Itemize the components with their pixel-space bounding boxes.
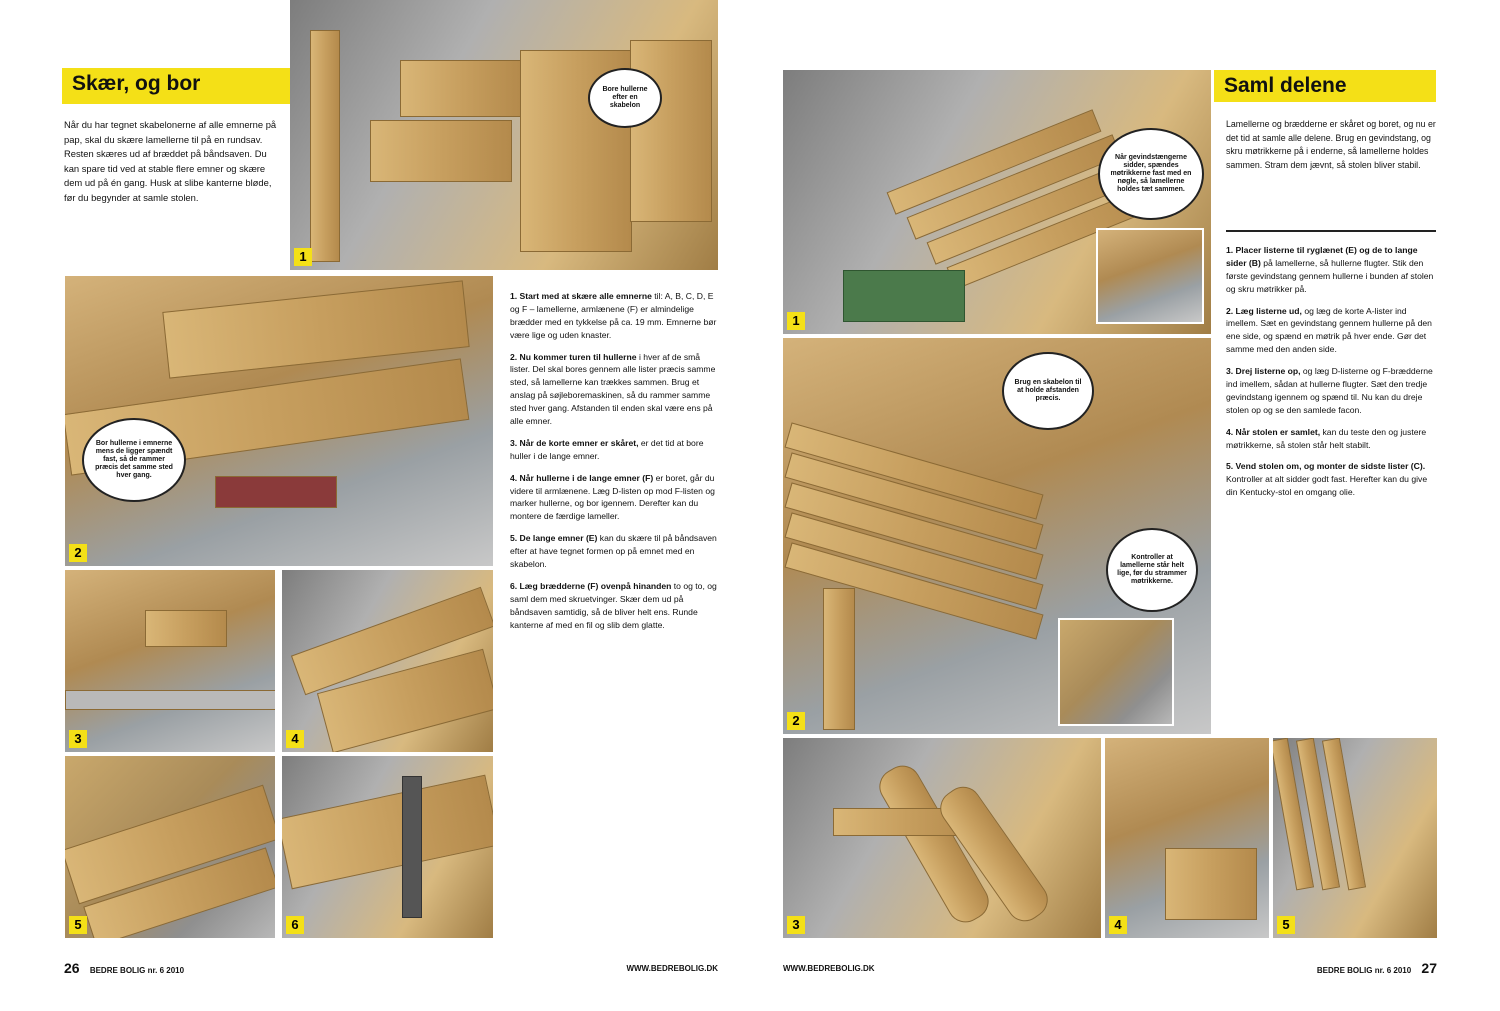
photo-step-3	[65, 570, 275, 752]
website: WWW.BEDREBOLIG.DK	[626, 964, 718, 973]
inset-photo	[1058, 618, 1174, 726]
photo-number: 1	[787, 312, 805, 330]
photo-number: 5	[69, 916, 87, 934]
step-item: 5. De lange emner (E) kan du skære til på båndsaven efter at have tegnet formen op på emnet med en skabelon.	[510, 533, 717, 570]
photo-step-4	[282, 570, 493, 752]
photo-number: 4	[1109, 916, 1127, 934]
magazine-name: BEDRE BOLIG	[89, 966, 146, 975]
photo-step-5	[65, 756, 275, 938]
step-item: 2. Nu kommer turen til hullerne i hver af de små lister. Del skal bores gennem alle lister præcis samme sted, så lamellerne kan trækkes sammen. Brug et anslag på søjleboremaskinen, så du rammer samme sted hver gang. Afstanden til enden skal være ens på alle emner.	[510, 351, 716, 427]
photo-step-6	[282, 756, 493, 938]
photo-number: 2	[787, 712, 805, 730]
step-item: 3. Drej listerne op, og læg D-listerne og F-brædderne ind imellem, sådan at hullerne flugter. Sæt den tredje gevindstang igennem og spænd til. Nu kan du dreje stolen op og se den samlede facon.	[1226, 366, 1433, 415]
callout-bubble: Bore hullerne efter en skabelon	[588, 68, 662, 128]
page-number: 26	[64, 960, 80, 976]
photo-number: 5	[1277, 916, 1295, 934]
callout-bubble: Bor hullerne i emnerne mens de ligger spændt fast, så de rammer præcis det samme sted hver gang.	[82, 418, 186, 502]
callout-bubble: Kontroller at lamellerne står helt lige, før du strammer møtrikkerne.	[1106, 528, 1198, 612]
photo-step-4	[1105, 738, 1269, 938]
step-list	[510, 290, 718, 640]
photo-step-3	[783, 738, 1101, 938]
photo-number: 2	[69, 544, 87, 562]
footer	[64, 960, 718, 976]
photo-number: 4	[286, 730, 304, 748]
page-number: 27	[1421, 960, 1437, 976]
intro-text: Lamellerne og brædderne er skåret og boret, og nu er det tid at samle alle delene. Brug en gevindstang, og skru møtrikkerne på i enderne, så lamellerne holdes sammen. Stram dem jævnt, så stolen bliver stabil.	[1226, 119, 1436, 170]
callout-bubble: Brug en skabelon til at holde afstanden præcis.	[1002, 352, 1094, 430]
step-item: 1. Placer listerne til ryglænet (E) og de to lange sider (B) på lamellerne, så hullerne flugter. Stik den første gevindstang gennem hullerne i bunden af stolen og skru møtrikker på.	[1226, 245, 1434, 294]
section-heading-cut-drill: Skær, og bor	[62, 68, 290, 104]
divider	[1226, 230, 1436, 232]
step-item: 2. Læg listerne ud, og læg de korte A-lister ind imellem. Sæt en gevindstang gennem hullerne på den ene side, og spænd en møtrik på hver ende. Gør det samme med den anden side.	[1226, 305, 1432, 355]
website: WWW.BEDREBOLIG.DK	[783, 964, 875, 973]
step-item: 4. Når hullerne i de lange emner (F) er boret, går du videre til armlænene. Læg D-listen op mod F-listen og marker hullerne, og bor igennem. Derefter kan du montere de færdige lameller.	[510, 472, 715, 522]
photo-number: 1	[294, 248, 312, 266]
photo-step-5	[1273, 738, 1437, 938]
inset-photo	[1096, 228, 1204, 324]
issue: nr. 6 2010	[147, 966, 185, 975]
section-heading-assemble: Saml delene	[1214, 70, 1436, 102]
magazine-name: BEDRE BOLIG	[1316, 966, 1373, 975]
step-item: 1. Start med at skære alle emnerne til: A, B, C, D, E og F – lamellerne, armlænene (F) er almindelige brædder med en tykkelse på ca. 19 mm. Emnerne bør være lige og uden knaster.	[510, 291, 717, 340]
photo-number: 3	[787, 916, 805, 934]
photo-number: 6	[286, 916, 304, 934]
issue: nr. 6 2010	[1374, 966, 1412, 975]
step-list	[1226, 244, 1436, 508]
photo-step-1	[290, 0, 718, 270]
callout-bubble: Når gevindstængerne sidder, spændes møtrikkerne fast med en nøgle, så lamellerne holdes tæt sammen.	[1098, 128, 1204, 220]
intro-text: Når du har tegnet skabelonerne af alle emnerne på pap, skal du skære lamellerne til på en rundsav. Resten skæres ud af bræddet på båndsaven. Du kan spare tid ved at stable flere emner og skære dem ud på én gang. Husk at slibe kanterne bløde, før du begynder at samle stolen.	[64, 119, 277, 203]
step-item: 3. Når de korte emner er skåret, er det tid at bore huller i de lange emner.	[510, 437, 704, 461]
photo-number: 3	[69, 730, 87, 748]
right-page	[750, 0, 1500, 1011]
step-item: 6. Læg brædderne (F) ovenpå hinanden to og to, og saml dem med skruetvinger. Skær dem ud på båndsaven samtidig, så de bliver helt ens. Runde kanterne af med en fil og slib dem glatte.	[510, 580, 717, 630]
step-item: 5. Vend stolen om, og monter de sidste lister (C). Kontroller at alt sidder godt fast. Herefter kan du give din Kentucky-stol en omgang olie.	[1226, 461, 1428, 498]
step-item: 4. Når stolen er samlet, kan du teste den og justere møtrikkerne, så stolen står helt stabilt.	[1226, 426, 1427, 450]
